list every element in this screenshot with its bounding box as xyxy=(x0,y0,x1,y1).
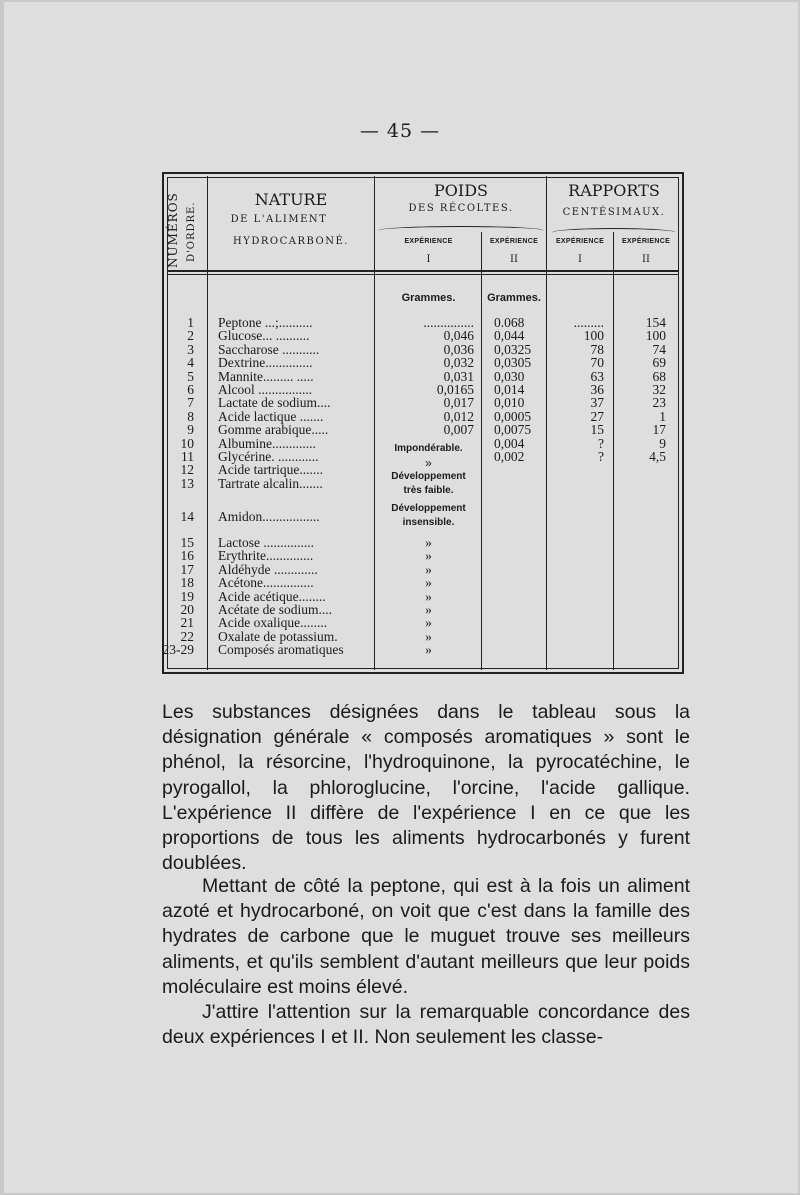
row-number: 16 xyxy=(180,548,194,564)
row-aliment-name: Peptone ...;.......... xyxy=(218,315,313,330)
header-poids: POIDS xyxy=(434,181,488,200)
rapport-II-value: 68 xyxy=(652,368,666,384)
row-aliment-name: Glycérine. ............ xyxy=(218,448,319,464)
unit-grammes-I: Grammes. xyxy=(401,292,456,304)
poids-I-ditto: » xyxy=(425,628,432,644)
poids-I-ditto: » xyxy=(425,588,432,604)
header-ordre xyxy=(186,201,197,262)
row-number: 1 xyxy=(187,315,194,330)
rapport-I-value: 15 xyxy=(590,422,604,438)
rapports-I-column-a xyxy=(548,316,604,463)
row-aliment-name: Acide oxalique........ xyxy=(218,615,328,631)
row-aliment-name: Alcool ................ xyxy=(218,381,313,397)
poids-II-value: 0,044 xyxy=(494,328,525,344)
poids-I-ditto: » xyxy=(425,535,432,550)
row-aliment-name: Acide tartrique....... xyxy=(218,462,323,478)
row-aliment-name: Acide lactique ....... xyxy=(218,408,324,424)
rapport-I-value: ......... xyxy=(573,315,604,330)
row-number: 11 xyxy=(181,448,194,464)
rapport-II-value: 4,5 xyxy=(649,448,666,464)
header-rapports-exp-I: EXPÉRIENCE xyxy=(555,238,605,245)
poids-II-value: 0,0005 xyxy=(494,408,532,424)
row-aliment-name: Acétone............... xyxy=(218,575,314,591)
names-column-a xyxy=(218,316,378,490)
poids-I-value: 0,007 xyxy=(443,422,474,438)
rapport-II-value: 154 xyxy=(645,315,666,330)
row-number: 13 xyxy=(180,475,194,491)
poids-II-value: 0,014 xyxy=(494,381,525,397)
rapports-II-column-a xyxy=(614,316,666,463)
rapport-II-value: 1 xyxy=(659,408,666,424)
row-aliment-name: Composés aromatiques xyxy=(218,642,344,658)
poids-I-ditto: » xyxy=(425,601,432,617)
row-number: 8 xyxy=(187,408,194,424)
page-number: — 45 — xyxy=(359,120,441,142)
imponderable-label: Impondérable. xyxy=(394,443,463,454)
header-poids-exp-II: EXPÉRIENCE xyxy=(489,238,539,245)
row-aliment-name: Acétate de sodium.... xyxy=(218,601,332,617)
poids-I-value: ............... xyxy=(423,315,474,330)
poids-I-ditto: » xyxy=(425,548,432,564)
header-nature: NATURE xyxy=(254,190,328,209)
header-poids-exp-II-num: II xyxy=(510,254,518,265)
row-aliment-name: Gomme arabique..... xyxy=(218,422,329,438)
rapport-I-value: 36 xyxy=(590,381,604,397)
row-aliment-name: Erythrite.............. xyxy=(218,548,314,564)
poids-II-value: 0,004 xyxy=(494,435,525,451)
row-number: 18 xyxy=(180,575,194,591)
header-nature-sub1: DE L'ALIMENT xyxy=(230,214,328,225)
header-numeros xyxy=(166,192,180,268)
rapport-I-value: 100 xyxy=(583,328,604,344)
rapport-II-value: 9 xyxy=(659,435,666,451)
row-number: 4 xyxy=(187,355,194,371)
numbers-column-b xyxy=(158,536,194,657)
poids-II-value: 0,010 xyxy=(494,395,525,411)
row-number: 21 xyxy=(180,615,194,631)
row-number: 20 xyxy=(180,601,194,617)
row-aliment-name: Dextrine.............. xyxy=(218,355,313,371)
rapport-I-value: 70 xyxy=(590,355,604,371)
rapport-I-value: 78 xyxy=(590,341,604,357)
row-aliment-name: Mannite......... ..... xyxy=(218,368,314,384)
ditto-glycerine: » xyxy=(425,456,432,470)
header-rapports-exp-I-num: I xyxy=(578,254,582,265)
dev-faible-1: Développement xyxy=(391,471,466,482)
row-aliment-name: Tartrate alcalin....... xyxy=(218,475,323,491)
poids-II-value: 0.068 xyxy=(494,315,525,330)
rapport-I-value: ? xyxy=(598,448,604,464)
row-aliment-name: Acide acétique........ xyxy=(218,588,326,604)
rapport-I-value: 37 xyxy=(590,395,604,411)
rapport-II-value: 32 xyxy=(652,381,666,397)
poids-I-ditto: » xyxy=(425,642,432,658)
poids-I-value: 0,046 xyxy=(443,328,474,344)
poids-II-value: 0,030 xyxy=(494,368,525,384)
row-aliment-name: Albumine............. xyxy=(218,435,316,451)
numbers-column-a xyxy=(158,316,194,490)
paragraph-3: J'attire l'attention sur la remarquable concordance des deux expériences I et II. Non seulement les classe- xyxy=(162,1001,690,1049)
row-number: 19 xyxy=(180,588,194,604)
header-poids-exp-I: EXPÉRIENCE xyxy=(404,238,453,245)
poids-I-ditto: » xyxy=(425,575,432,591)
poids-I-column-b xyxy=(376,536,481,657)
row14-name: Amidon................. xyxy=(218,509,320,524)
rapports-brace xyxy=(552,228,676,237)
header-poids-exp-I-num: I xyxy=(426,254,431,265)
row-aliment-name: Aldéhyde ............. xyxy=(218,561,318,577)
rapport-II-value: 69 xyxy=(652,355,666,371)
header-rapports-exp-II-num: II xyxy=(642,254,650,265)
row-number: 2 xyxy=(187,328,194,344)
rapport-I-value: ? xyxy=(598,435,604,451)
ordre-label: D'ORDRE. xyxy=(186,201,197,262)
poids-II-value: 0,0305 xyxy=(494,355,532,371)
poids-I-ditto: » xyxy=(425,561,432,577)
poids-brace xyxy=(378,226,544,235)
rapport-II-value: 74 xyxy=(652,341,666,357)
dev-faible-2: très faible. xyxy=(403,485,454,496)
poids-II-value: 0,0325 xyxy=(494,341,532,357)
row-aliment-name: Lactose ............... xyxy=(218,535,314,550)
row-aliment-name: Oxalate de potassium. xyxy=(218,628,338,644)
poids-II-value: 0,0075 xyxy=(494,422,532,438)
row14-dev-1: Développement xyxy=(391,503,466,514)
paragraph-2: Mettant de côté la peptone, qui est à la fois un aliment azoté et hydrocarboné, on voit que c'est dans la famille des hydrates de carbone que le muguet trouve ses meilleurs aliments, et qu'ils semblent d'autant meilleurs que leur poids moléculaire est moins élevé. xyxy=(162,875,690,998)
header-rapports-exp-II: EXPÉRIENCE xyxy=(621,238,671,245)
poids-I-value: 0,0165 xyxy=(436,381,474,397)
row-number: 7 xyxy=(187,395,194,411)
poids-I-value: 0,031 xyxy=(443,368,474,384)
rapport-II-value: 100 xyxy=(645,328,666,344)
unit-grammes-II: Grammes. xyxy=(487,292,541,304)
row-number: 5 xyxy=(187,368,194,384)
header-poids-sub: DES RÉCOLTES. xyxy=(408,203,514,214)
poids-I-value: 0,017 xyxy=(443,395,474,411)
row-aliment-name: Lactate de sodium.... xyxy=(218,395,331,411)
row-number: 22 xyxy=(180,628,194,644)
header-rapports-sub: CENTÉSIMAUX. xyxy=(562,207,666,218)
row-number: 3 xyxy=(187,341,194,357)
names-column-b xyxy=(218,536,378,657)
numeros-label: NUMÉROS xyxy=(166,192,180,268)
poids-I-ditto: » xyxy=(425,615,432,631)
header-rapports: RAPPORTS xyxy=(568,181,660,200)
poids-I-value: 0,012 xyxy=(443,408,474,424)
row-number: 17 xyxy=(180,561,194,577)
row-number: 10 xyxy=(180,435,194,451)
rapport-I-value: 27 xyxy=(590,408,604,424)
poids-I-value: 0,032 xyxy=(443,355,474,371)
poids-I-column-a xyxy=(376,316,474,437)
rapport-II-value: 17 xyxy=(652,422,666,438)
row14-number: 14 xyxy=(180,509,194,524)
row-aliment-name: Glucose... .......... xyxy=(218,328,310,344)
row-number: 23-29 xyxy=(162,642,194,658)
row-number: 12 xyxy=(180,462,194,478)
rapport-II-value: 23 xyxy=(652,395,666,411)
row14-dev-2: insensible. xyxy=(402,517,455,528)
header-rule-2 xyxy=(167,274,679,275)
row-number: 15 xyxy=(180,535,194,550)
paragraph-1: Les substances désignées dans le tableau sous la désignation générale « composés aromatiques » sont le phénol, la résorcine, l'hydroquinone, la pyrocatéchine, le pyrogallol, la phloroglucine, l'orcine, l'acide gallique. L'expérience II diffère de l'expérience I en ce que les proportions de tous les aliments hydrocarbonés y furent doublées. xyxy=(162,701,690,875)
poids-II-column-a xyxy=(494,316,546,463)
rule-after-poids-II xyxy=(546,176,547,670)
poids-I-value: 0,036 xyxy=(443,341,474,357)
header-rule xyxy=(167,270,679,272)
header-nature-sub2: HYDROCARBONÉ. xyxy=(233,236,349,247)
row-number: 6 xyxy=(187,381,194,397)
row-number: 9 xyxy=(187,422,194,438)
rule-after-numeros xyxy=(207,176,208,670)
row-aliment-name: Saccharose ........... xyxy=(218,341,320,357)
poids-II-value: 0,002 xyxy=(494,448,525,464)
rapport-I-value: 63 xyxy=(590,368,604,384)
